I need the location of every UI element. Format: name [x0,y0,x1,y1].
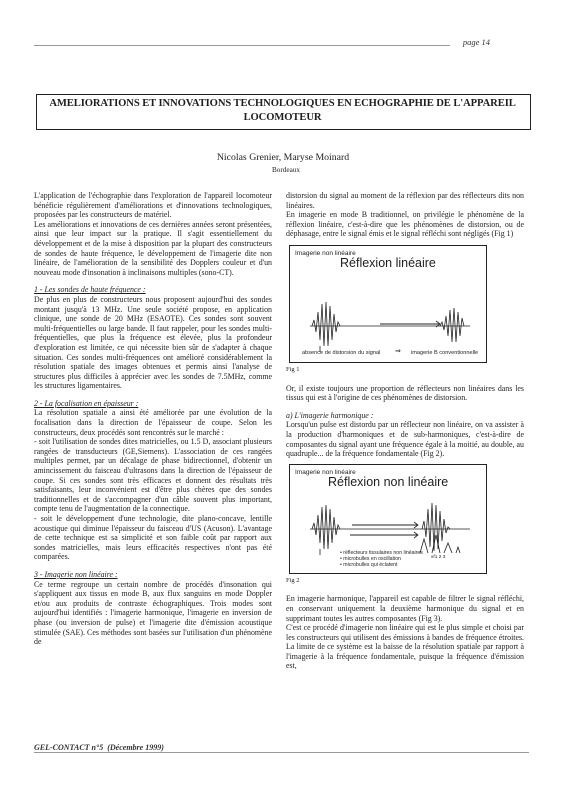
right-paragraph-5: C'est ce procédé d'imagerie non linéaire qui est le plus simple et choisi par les constructeurs qui utilisent des émissions à bandes de fréquence étroites. La limite de ce système est la baisse de la résolution spatiale par rapport à l'imagerie à la fréquence fondamentale, puisque la fréquence d'émission est, [286,623,524,671]
figure-1-diagram [290,246,486,362]
page-number: page 14 [462,37,490,47]
subsection-a-heading-text: a) L'imagerie harmonique : [286,410,374,420]
footer-rule [34,752,529,753]
right-paragraph-3: Or, il existe toujours une proportion de réflecteurs non linéaires dans les tissus qui est à l'origine de ces phénomènes de distorsion. [286,383,524,403]
section-3-text: Ce terme regroupe un certain nombre de procédés d'insonation qui s'appliquent aux tissus en mode B, aux flux sanguins en mode Doppler et/ou aux produits de contraste échographiques. Trois modes sont aujourd'hui identifiés : l'imagerie harmonique, l'imagerie en inversion de phase (ou inversion de pulse) et l'imagerie dite d'émission acoustique stimulée (SAE). Ces méthodes sont basées sur l'utilisation d'un phénomène de [34,579,272,647]
right-paragraph-2: En imagerie en mode B traditionnel, on privilégie le phénomène de la réflexion linéaire, c'est-à-dire que les phénomènes de distorsion, ou de déphasage, entre le signal émis et le signal réfléchi sont négligés (Fig 1) [286,210,524,239]
figure-2-corner-label: Imagerie non linéaire [295,468,356,476]
right-column [286,191,524,671]
figure-1-heading: Réflexion linéaire [340,255,436,270]
right-paragraph-1: distorsion du signal au moment de la réflexion par des réflecteurs dits non linéaires. [286,191,524,210]
footer-journal-name: GEL-CONTACT n°5 [34,743,104,752]
subsection-a-heading [286,411,524,421]
figure-2-frame [289,464,487,574]
title-line-2: LOCOMOTEUR [243,112,322,123]
figure-2-legend-item-1: • réflecteurs tissulaires non linéaires [340,549,423,556]
figure-2-caption: Fig 2 [286,576,300,584]
figure-2 [286,464,524,586]
figure-1-corner-label: Imagerie non linéaire [295,249,356,257]
figure-2-legend [340,550,423,569]
section-1-heading: 1 - Les sondes de haute fréquence : [34,285,146,295]
figure-2-heading: Réflexion non linéaire [328,474,449,489]
affiliation: Bordeaux [272,166,300,174]
figure-1-label-left: absence de distorsion du signal [302,349,381,356]
section-2-paragraph-2: - soit l'utilisation de sondes dites matricielles, ou 1.5 D, associant plusieurs rangées de transducteurs (GE,Siemens). L'association de ces rangées multiples permet, par un décalage de phase bidirectionnel, d'obtenir un amincissement du faisceau d'ultrasons dans la direction de l'épaisseur de coupe. Si ces sondes sont très efficaces et donnent des résultats très satisfaisants, leur inconvénient est d'être plus chères que des sondes traditionnelles et de s'accompagner d'un câble souvent plus important, compte tenu de l'augmentation de la connectique. [34,437,272,514]
intro-paragraph-1: L'application de l'échographie dans l'exploration de l'appareil locomoteur bénéficie régulièrement d'améliorations et d'innovations technologiques, proposées par les constructeurs de matériel. [34,191,272,220]
right-paragraph-4: En imagerie harmonique, l'appareil est capable de filtrer le signal réfléchi, en conservant uniquement la deuxième harmonique du signal et en supprimant toutes les autres composantes (Fig 3). [286,594,524,623]
subsection-a-text: Lorsqu'un pulse est distordu par un réflecteur non linéaire, on va assister à la production d'harmoniques et de sub-harmoniques, c'est-à-dire de composantes du signal ayant une fréquence égale à la moitié, au double, au quadruple... de la fréquence fondamentale (Fig 2). [286,420,524,459]
section-2-heading: 2 - La focalisation en épaisseur : [34,398,139,408]
figure-2-harmonic-labels: xf1 2 3 [431,554,446,560]
article-title [36,97,529,125]
figure-1-arrow: ⇒ [395,347,401,355]
figure-2-legend-item-3: • microbulles qui éclatent [340,562,398,569]
figure-1-frame [289,245,487,363]
figure-1-caption: Fig 1 [286,365,300,373]
footer-date: (Décembre 1999) [107,743,164,752]
section-2-paragraph-3: - soit le développement d'une technologie, dite plano-concave, lentille acoustique qui diminue l'épaisseur du faisceau d'US (Acuson). L'avantage de cette technique est sa simplicité et son faible coût par rapport aux sondes matricielles, mais leurs efficacités respectives n'ont pas été comparées. [34,514,272,562]
figure-2-legend-item-2: • microbulles en oscillation [340,555,401,562]
figure-1 [286,245,524,375]
intro-paragraph-2: Les améliorations et innovations de ces dernières années seront présentées, ainsi que leur impact sur la pratique. Il s'agit essentiellement du développement et de la mise à disposition par la plupart des constructeurs de sondes de haute fréquence, le développement de l'imagerie dite non linéaire, de l'amélioration de la sensibilité des Dopplers couleur et d'un nouveau mode d'insonation à inclinaisons multiples (sono-CT). [34,219,272,277]
section-1-text: De plus en plus de constructeurs nous proposent aujourd'hui des sondes montant jusqu'à 13 MHz. Une seule société propose, en application clinique, une sonde de 20 MHz (ESAOTE). Ces sondes sont souvent multi-fréquentielles ou large bande. Il faut rappeler, pour les sondes multi-fréquentielles, que plus la fréquence est élevée, plus la profondeur d'exploration est limitée, ce qui nécessite bien sûr de s'adapter à chaque situation. Ces sondes multi-fréquences ont amélioré considérablement la résolution spatiale des images obtenues et permis ainsi l'analyse de structures plus difficiles à apprécier avec les sondes de 7.5MHz, comme les structures ligamentaires. [34,294,272,391]
footer-journal [34,743,164,752]
figure-1-label-right: imagerie B conventionnelle [411,349,479,356]
title-line-1: AMELIORATIONS ET INNOVATIONS TECHNOLOGIQUES EN ECHOGRAPHIE DE L'APPAREIL [49,98,516,109]
authors: Nicolas Grenier, Maryse Moinard [216,152,350,163]
section-3-heading: 3 - Imagerie non linéaire : [34,569,118,579]
left-column [34,191,272,647]
section-2-paragraph-1: La résolution spatiale a ainsi été améliorée par une évolution de la focalisation dans la direction de l'épaisseur de coupe. Selon les constructeurs, deux procédés sont rencontrés sur le marché : [34,408,272,437]
header-rule [34,45,450,46]
